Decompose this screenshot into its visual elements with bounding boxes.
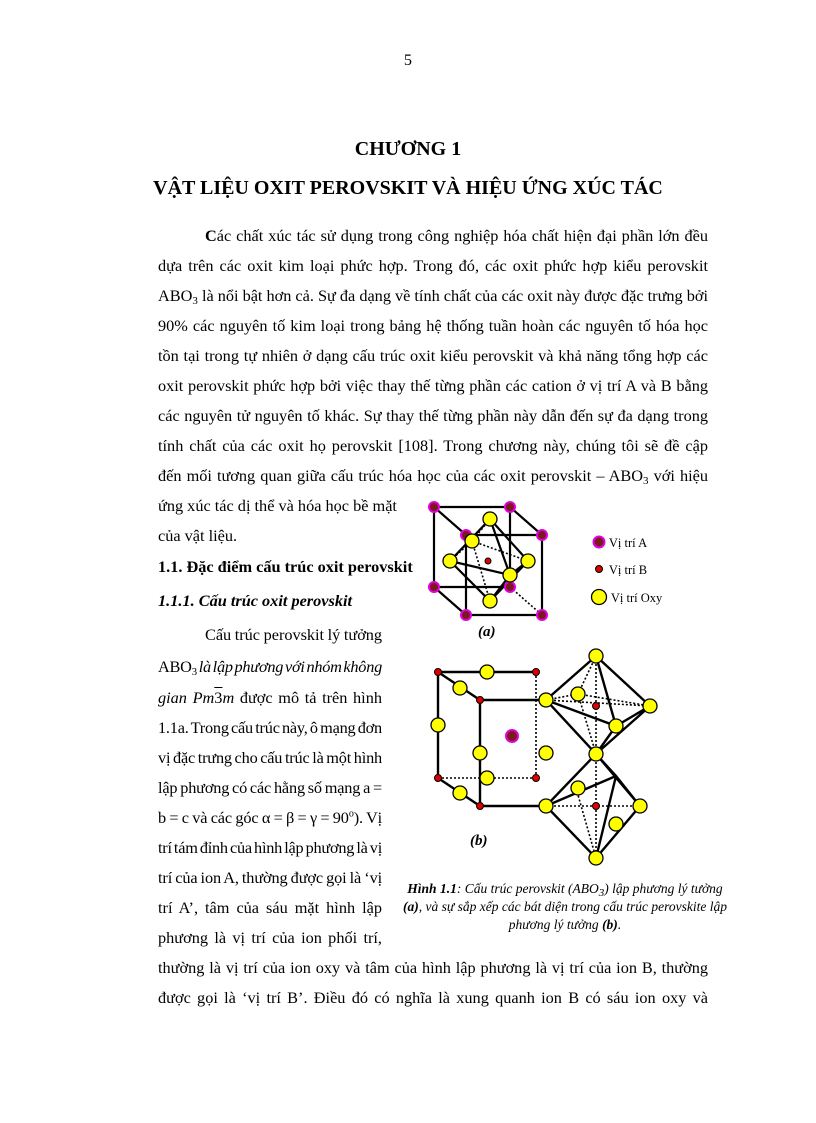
para1-line: Các chất xúc tác sử dụng trong công nghiệp hóa chất hiện đại phần lớn đều	[205, 226, 708, 245]
para2-line: phương là vị trí của ion phối trí,	[158, 928, 382, 947]
chapter-title: VẬT LIỆU OXIT PEROVSKIT VÀ HIỆU ỨNG XÚC TÁC	[153, 177, 663, 199]
oxy-marker-icon	[590, 588, 608, 606]
para2-line: $ABO_3$ là lập phương với nhóm không	[158, 657, 382, 678]
para2-line: trí A’, tâm của sáu mặt hình lập	[158, 898, 382, 917]
para2-line: thường là vị trí của ion oxy và tâm của hình lập phương là vị trí của ion B, thường	[158, 958, 708, 977]
para1-line: $ABO_3$ là nổi bật hơn cả. Sự đa dạng về tính chất của các oxit này được đặc trưng bởi	[158, 286, 708, 307]
para2-line: trí của ion A, thường được gọi là ‘vị	[158, 868, 382, 887]
para2-line: trí tám đỉnh của hình lập phương là vị	[158, 838, 382, 857]
para2-line: được gọi là ‘vị trí B’. Điều đó có nghĩa là xung quanh ion B có sáu ion oxy và	[158, 988, 708, 1007]
figure-a-label: (a)	[478, 624, 496, 640]
para1-line: ứng xúc tác dị thể và hóa học bề mặt	[158, 496, 397, 515]
figure-caption: Hình 1.1: Cấu trúc perovskit $(ABO_3)$ lập phương lý tưởng (a), và sự sắp xếp các bát diện trong cấu trúc perovskite lập phương lý tưởng (b).	[403, 881, 727, 932]
para1-line: tồn tại trong tự nhiên ở dạng cấu trúc oxit kiểu perovskit và khả năng tổng hợp các	[158, 346, 708, 365]
para1-line: tính chất của các oxit họ perovskit [108]. Trong chương này, chúng tôi sẽ đề cập	[158, 436, 708, 455]
para2-line: gian Pm3m được mô tả trên hình	[158, 688, 382, 707]
para2-line: lập phương có các hằng số mạng a =	[158, 778, 382, 797]
legend-site-b: Vị trí B	[592, 562, 647, 578]
para1-line: của vật liệu.	[158, 526, 238, 545]
para2-line: Cấu trúc perovskit lý tưởng	[205, 625, 382, 644]
para2-line: b = c và các góc $\alpha = \beta = \gamma = 90^o$). Vị	[158, 808, 382, 827]
section-heading: 1.1. Đặc điểm cấu trúc oxit perovskit	[158, 557, 413, 576]
page-number: 5	[403, 50, 413, 69]
para1-line: 90% các nguyên tố kim loại trong bảng hệ thống tuần hoàn các nguyên tố hóa học	[158, 316, 708, 335]
para2-line: 1.1a. Trong cấu trúc này, ô mạng đơn	[158, 718, 382, 737]
subsection-heading: 1.1.1. Cấu trúc oxit perovskit	[158, 591, 353, 610]
legend-site-oxy: Vị trí Oxy	[590, 588, 662, 606]
para1-line: đến mối tương quan giữa cấu trúc hóa học của các oxit perovskit – $ABO_3$ với hiệu	[158, 466, 708, 487]
para1-line: các nguyên tử nguyên tố khác. Sự thay thế từng phần này dẫn đến sự đa dạng trong	[158, 406, 708, 425]
site-b-marker-icon	[592, 562, 606, 576]
para1-line: dựa trên các oxit kim loại phức hợp. Trong đó, các oxit phức hợp kiểu perovskit	[158, 256, 708, 275]
legend-site-a: Vị trí A	[592, 535, 647, 551]
figure-a-cubic-perovskit	[420, 495, 580, 625]
figure-b-octahedra	[420, 638, 670, 868]
para2-line: vị đặc trưng cho cấu trúc là một hình	[158, 748, 382, 767]
para1-line: oxit perovskit phức hợp bởi việc thay thế từng phần các cation ở vị trí A và B bằng	[158, 376, 708, 395]
figure-b-label: (b)	[470, 833, 488, 849]
chapter-label: CHƯƠNG 1	[354, 138, 462, 160]
site-a-marker-icon	[592, 535, 606, 549]
